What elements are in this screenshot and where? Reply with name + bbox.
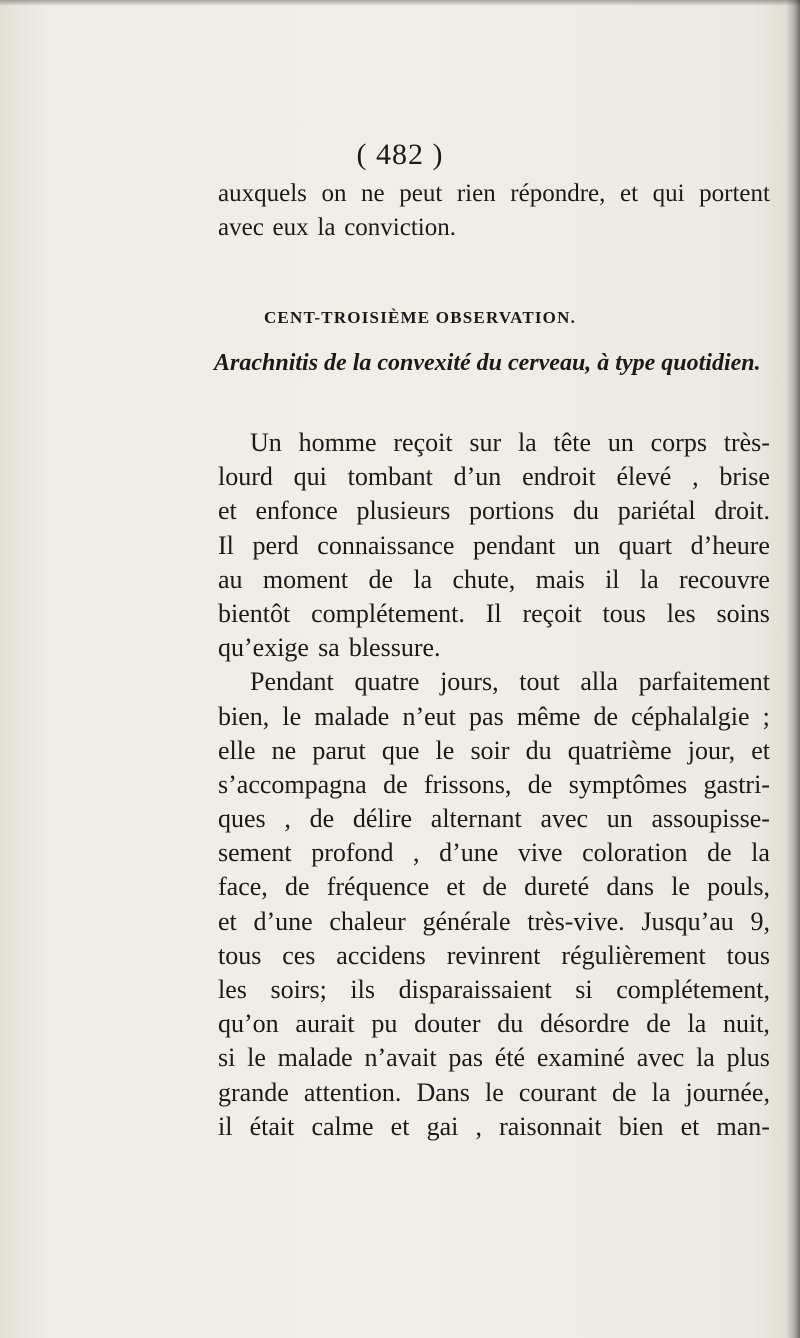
text-line: bientôt complétement. Il reçoit tous les soins	[218, 598, 770, 628]
text-line: et enfonce plusieurs portions du pariétal droit.	[218, 496, 770, 526]
text-line: il était calme et gai , raisonnait bien et man-	[218, 1111, 770, 1141]
text-line: ques , de délire alternant avec un assoupisse-	[218, 804, 770, 834]
text-line: les soirs; ils disparaissaient si complétement,	[218, 975, 770, 1004]
text-line: et d’une chaleur générale très-vive. Jusqu’au 9,	[218, 906, 770, 936]
text-line: Il perd connaissance pendant un quart d’heure	[218, 530, 770, 560]
text-line: elle ne parut que le soir du quatrième jour, et	[218, 735, 770, 765]
text-line: tous ces accidens revinrent régulièrement tous	[218, 940, 770, 970]
text-line: si le malade n’avait pas été examiné avec la plus	[218, 1043, 770, 1073]
page-number: ( 482 )	[356, 138, 444, 171]
text-line: lourd qui tombant d’un endroit élevé , brise	[218, 462, 770, 492]
text-line: s’accompagna de frissons, de symptômes gastri-	[218, 769, 770, 799]
text-line: Pendant quatre jours, tout alla parfaitement	[250, 667, 770, 697]
text-line: sement profond , d’une vive coloration de la	[218, 838, 770, 868]
observation-body	[218, 426, 770, 1144]
page-binding-shadow	[786, 0, 800, 1338]
observation-title: CENT-TROISIÈME OBSERVATION.	[263, 308, 577, 327]
intro-paragraph	[218, 177, 770, 245]
text-line: face, de fréquence et de dureté dans le pouls,	[218, 872, 770, 902]
page-top-shadow	[0, 0, 800, 6]
observation-subtitle: Arachnitis de la convexité du cerveau, à type quotidien.	[214, 350, 761, 376]
text-line: bien, le malade n’eut pas même de céphalalgie ;	[218, 701, 770, 731]
text-line: qu’exige sa blessure.	[218, 633, 441, 663]
text-line: au moment de la chute, mais il la recouvre	[218, 564, 770, 594]
text-line: grande attention. Dans le courant de la journée,	[218, 1077, 770, 1107]
text-line: avec eux la conviction.	[218, 214, 456, 241]
text-line: Un homme reçoit sur la tête un corps très-	[250, 428, 770, 457]
text-line: qu’on aurait pu douter du désordre de la nuit,	[218, 1009, 770, 1039]
text-line: auxquels on ne peut rien répondre, et qui portent	[218, 180, 770, 207]
